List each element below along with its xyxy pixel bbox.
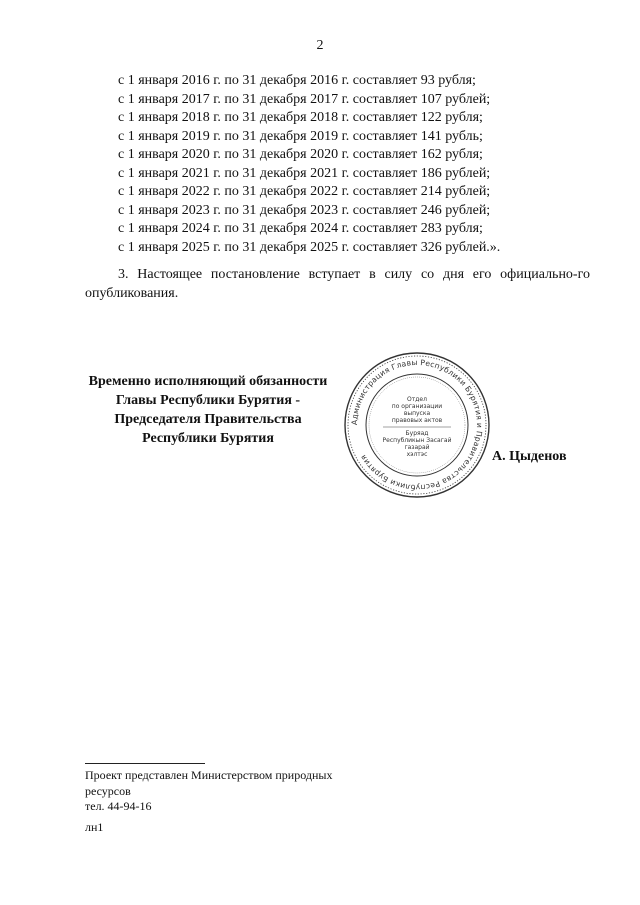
footnote-divider (85, 763, 205, 764)
effect-paragraph: 3. Настоящее постановление вступает в силу со дня его официально-го опубликования. (85, 267, 590, 301)
signatory-title-line: Председателя Правительства (114, 412, 302, 427)
document-code: лн1 (85, 820, 104, 834)
signatory-title-line: Временно исполняющий обязанности (88, 374, 328, 389)
seal-center-line: правовых актов (391, 417, 443, 424)
page-number: 2 (316, 38, 324, 53)
footnote-line: ресурсов (85, 783, 131, 798)
rate-line: с 1 января 2022 г. по 31 декабря 2022 г. составляет 214 рублей; (118, 184, 491, 199)
signatory-name: А. Цыденов (492, 449, 567, 464)
svg-text:Администрация Главы Республики (350, 358, 484, 492)
seal-center-line: Отдел (407, 396, 427, 403)
official-seal (343, 351, 491, 499)
rate-line: с 1 января 2018 г. по 31 декабря 2018 г. составляет 122 рубля; (118, 110, 483, 125)
rate-line: с 1 января 2016 г. по 31 декабря 2016 г. составляет 93 рубля; (118, 73, 476, 88)
footnote (85, 768, 385, 815)
footnote-line: Проект представлен Министерством природных (85, 768, 333, 782)
rates-list (118, 72, 588, 257)
rate-line: с 1 января 2021 г. по 31 декабря 2021 г. составляет 186 рублей; (118, 165, 491, 181)
seal-center-line: Буряад (405, 430, 429, 437)
seal-center-line: Республикын Засагай (382, 437, 452, 444)
rate-line: с 1 января 2024 г. по 31 декабря 2024 г. составляет 283 рубля; (118, 221, 483, 236)
seal-ring-text: Администрация Главы Республики Бурятия и Правительства Республики Бурятия (349, 357, 485, 493)
seal-center-line: газарай (404, 444, 430, 451)
signatory-title-line: Республики Бурятия (142, 431, 274, 446)
seal-center-line: по организации (391, 403, 443, 410)
rate-line: с 1 января 2025 г. по 31 декабря 2025 г. составляет 326 рублей.». (118, 239, 501, 255)
rate-line: с 1 января 2019 г. по 31 декабря 2019 г. составляет 141 рубль; (118, 128, 483, 144)
signatory-title-line: Главы Республики Бурятия - (115, 393, 301, 408)
rate-line: с 1 января 2023 г. по 31 декабря 2023 г. составляет 246 рублей; (118, 202, 491, 218)
rate-line: с 1 января 2020 г. по 31 декабря 2020 г. составляет 162 рубля; (118, 147, 483, 162)
seal-center-line: выпуска (403, 410, 431, 417)
signatory-title (72, 372, 344, 448)
footnote-line: тел. 44-94-16 (85, 799, 152, 813)
seal-center-line: хэлтэс (406, 451, 428, 458)
rate-line: с 1 января 2017 г. по 31 декабря 2017 г. составляет 107 рублей; (118, 91, 491, 107)
